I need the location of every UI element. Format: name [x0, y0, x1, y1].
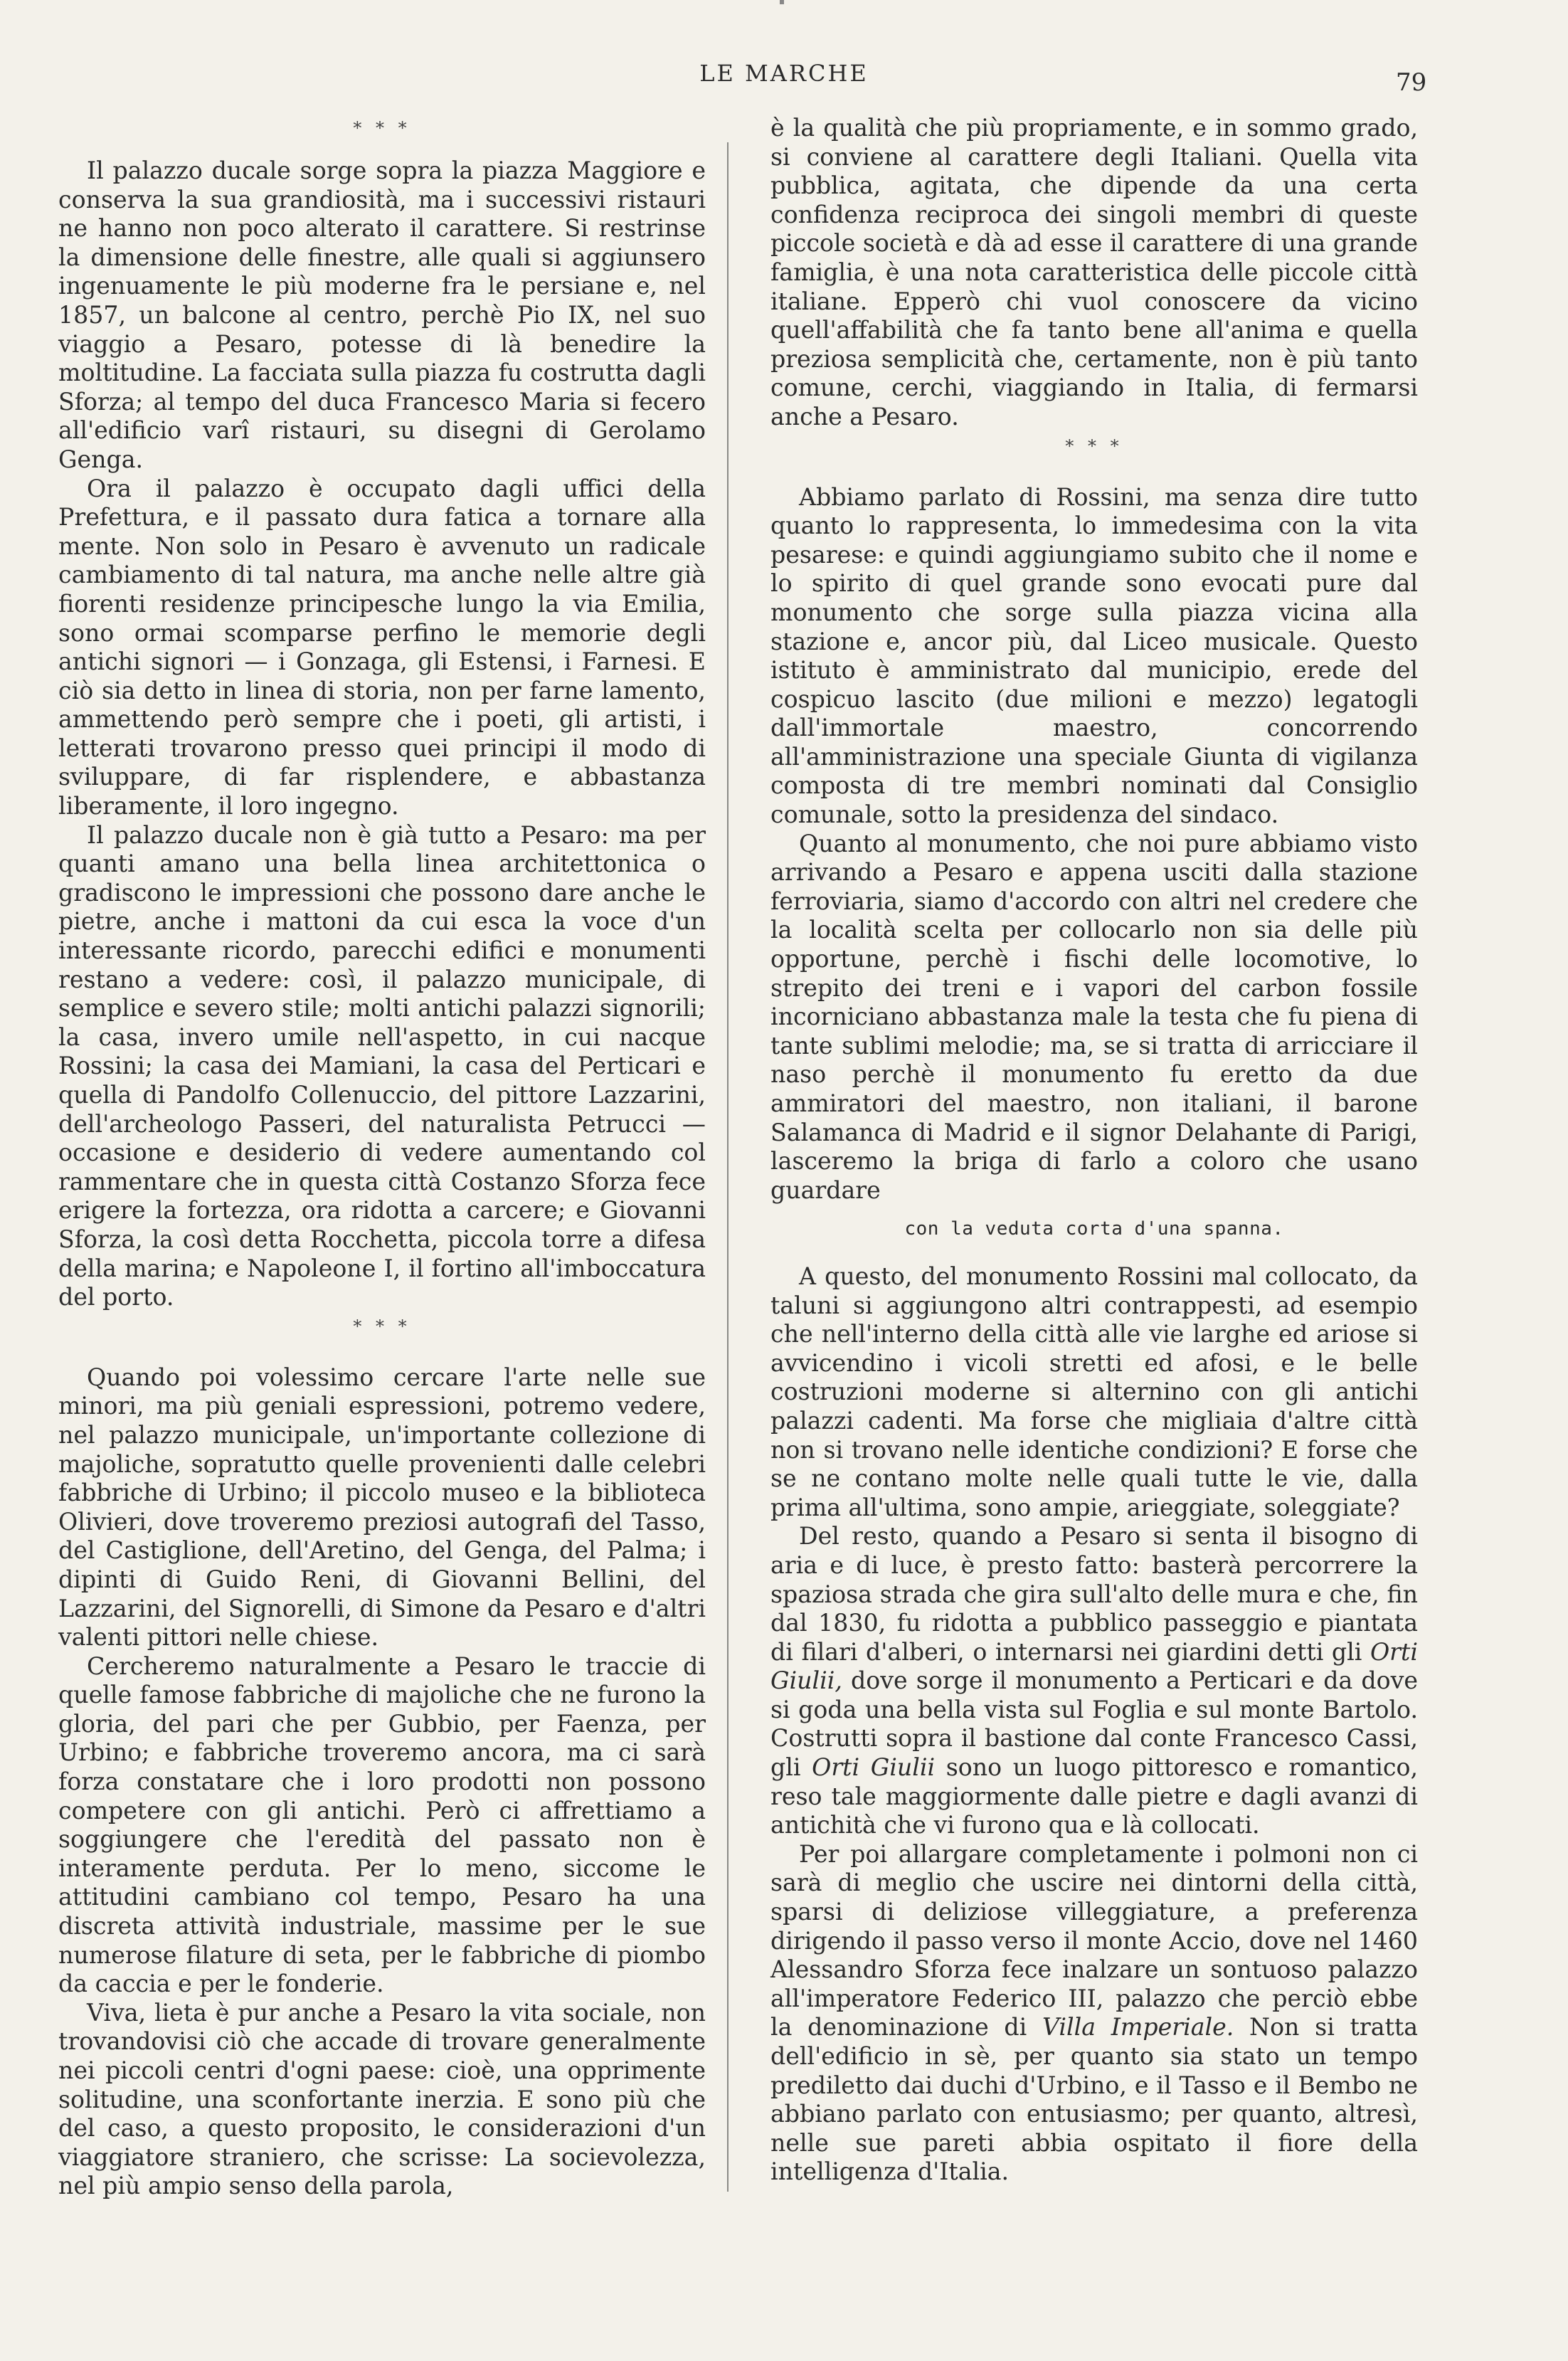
paragraph: Cercheremo naturalmente a Pesaro le traccie di quelle famose fabbriche di majoliche che ne furono la gloria, del pari che per Gubbio, per Faenza, per Urbino; e fabbriche troveremo ancora, ma ci sarà forza constatare che i loro prodotti non possono competere con gli antichi. Però ci affrettiamo a soggiungere che l'eredità del passato non è interamente perduta. Per lo meno, siccome le attitudini cambiano col tempo, Pesaro ha una discreta attività industriale, massime per le sue numerose filature di seta, per le fabbriche di piombo da caccia e per le fonderie.: [58, 1652, 706, 1998]
paragraph: Il palazzo ducale non è già tutto a Pesaro: ma per quanti amano una bella linea architettonica o gradiscono le impressioni che possono dare anche le pietre, anche i mattoni da cui esca la voce d'un interessante ricordo, parecchi edifici e monumenti restano a vedere: così, il palazzo municipale, di semplice e severo stile; molti antichi palazzi signorili; la casa, invero umile nell'aspetto, in cui nacque Rossini; la casa dei Mamiani, la casa del Perticari e quella di Pandolfo Collenuccio, del pittore Lazzarini, dell'archeologo Passeri, del naturalista Petrucci — occasione e desiderio di vedere aumentando col rammentare che in questa città Costanzo Sforza fece erigere la fortezza, ora ridotta a carcere; e Giovanni Sforza, la così detta Rocchetta, piccola torre a difesa della marina; e Napoleone I, il fortino all'imboccatura del porto.: [58, 820, 706, 1311]
paragraph-text: Per poi allargare completamente i polmoni non ci sarà di meglio che uscire nei dintorni della città, sparsi di deliziose villeggiature, a preferenza dirigendo il passo verso il monte Accio, dove nel 1460 Alessandro Sforza fece inalzare un sontuoso palazzo all'imperatore Federico III, palazzo che perciò ebbe la denominazione di: [770, 1839, 1418, 2042]
paragraph: è la qualità che più propriamente, e in sommo grado, si conviene al carattere degli Italiani. Quella vita pubblica, agitata, che dipende da una certa confidenza reciproca dei singoli membri di queste piccole società e dà ad esse il carattere di una grande famiglia, è una nota caratteristica delle piccole città italiane. Epperò chi vuol conoscere da vicino quell'affabilità che fa tanto bene all'anima e quella preziosa semplicità che, certamente, non è più tanto comune, cerchi, viaggiando in Italia, di fermarsi anche a Pesaro.: [770, 114, 1418, 431]
verse-quotation: con la veduta corta d'una spanna.: [904, 1218, 1284, 1240]
column-divider: [727, 142, 729, 2192]
right-column: [770, 114, 1418, 2187]
page-number: 79: [1396, 68, 1427, 97]
place-name-italic: Orti Giulii,: [770, 1637, 1418, 1695]
place-name-italic: Orti Giulii: [812, 1753, 936, 1782]
paragraph: Abbiamo parlato di Rossini, ma senza dire tutto quanto lo rappresenta, lo immedesima con la vita pesarese: e quindi aggiungiamo subito che il nome e lo spirito di quel grande sono evocati pure dal monumento che sorge sulla piazza vicina alla stazione e, ancor più, dal Liceo musicale. Questo istituto è amministrato dal municipio, erede del cospicuo lascito (due milioni e mezzo) legatogli dall'immortale maestro, concorrendo all'amministrazione una speciale Giunta di vigilanza composta di tre membri nominati dal Consiglio comunale, sotto la presidenza del sindaco.: [770, 482, 1418, 829]
paragraph: Il palazzo ducale sorge sopra la piazza Maggiore e conserva la sua grandiosità, ma i successivi ristauri ne hanno non poco alterato il carattere. Si restrinse la dimensione delle finestre, alle quali si aggiunsero ingenuamente le più moderne fra le persiane e, nel 1857, un balcone al centro, perchè Pio IX, nel suo viaggio a Pesaro, potesse di là benedire la moltitudine. La facciata sulla piazza fu costrutta dagli Sforza; al tempo del duca Francesco Maria si fecero all'edificio varî ristauri, su disegni di Gerolamo Genga.: [58, 157, 706, 473]
paragraph: Viva, lieta è pur anche a Pesaro la vita sociale, non trovandovisi ciò che accade di trovare generalmente nei piccoli centri d'ogni paese: cioè, una opprimente solitudine, una sconfortante inerzia. E sono più che del caso, a questo proposito, le considerazioni d'un viaggiatore straniero, che scrisse: La socievolezza, nel più ampio senso della parola,: [58, 1998, 706, 2200]
scan-mark: [780, 0, 784, 4]
paragraph: Ora il palazzo è occupato dagli uffici della Prefettura, e il passato dura fatica a tornare alla mente. Non solo in Pesaro è avvenuto un radicale cambiamento di tal natura, ma anche nelle altre già fiorenti residenze principesche lungo la via Emilia, sono ormai scomparse perfino le memorie degli antichi signori — i Gonzaga, gli Estensi, i Farnesi. E ciò sia detto in linea di storia, non per farne lamento, ammettendo però sempre che i poeti, gli artisti, i letterati trovarono presso quei principi il modo di sviluppare, di far risplendere, e abbastanza liberamente, il loro ingegno.: [58, 474, 706, 820]
paragraph-text: Non si tratta dell'edificio in sè, per quanto sia stato un tempo prediletto dai duchi d'Urbino, e il Tasso e il Bembo ne abbiano parlato con entusiasmo; per quanto, altresì, nelle sue pareti abbia ospitato il fiore della intelligenza d'Italia.: [770, 2013, 1418, 2186]
section-separator: * * *: [353, 1316, 411, 1336]
paragraph: Quanto al monumento, che noi pure abbiamo visto arrivando a Pesaro e appena usciti dalla stazione ferroviaria, siamo d'accordo con altri nel credere che la località scelta per collocarlo non sia delle più opportune, perchè i fischi delle locomotive, lo strepito dei treni e i vapori del carbon fossile incorniciano abbastanza male la testa che fu piena di tante sublimi melodie; ma, se si tratta di arricciare il naso perchè il monumento fu eretto da due ammiratori del maestro, non italiani, il barone Salamanca di Madrid e il signor Delahante di Parigi, lasceremo la briga di farlo a coloro che usano guardare: [770, 829, 1418, 1204]
running-header: LE MARCHE: [699, 60, 869, 87]
paragraph: [770, 1522, 1418, 1840]
paragraph-text: sono un luogo pittoresco e romantico, reso tale maggiormente dalle pietre e dagli avanzi di antichità che vi furono qua e là collocati.: [770, 1753, 1418, 1839]
paragraph: [770, 1840, 1418, 2187]
paragraph-text: Del resto, quando a Pesaro si senta il bisogno di aria e di luce, è presto fatto: basterà percorrere la spaziosa strada che gira sull'alto delle mura e che, fin dal 1830, fu ridotta a pubblico passeggio e piantata di filari d'alberi, o internarsi nei giardini detti gli: [770, 1522, 1418, 1666]
section-separator: * * *: [1065, 435, 1123, 456]
place-name-italic: Villa Imperiale.: [1042, 2013, 1234, 2042]
paragraph: Quando poi volessimo cercare l'arte nelle sue minori, ma più geniali espressioni, potremo vedere, nel palazzo municipale, un'importante collezione di majoliche, sopratutto quelle provenienti dalle celebri fabbriche di Urbino; il piccolo museo e la biblioteca Olivieri, dove troveremo preziosi autografi del Tasso, del Castiglione, dell'Aretino, del Genga, del Palma; i dipinti di Guido Reni, di Giovanni Bellini, del Lazzarini, del Signorelli, di Simone da Pesaro e d'altri valenti pittori nelle chiese.: [58, 1363, 706, 1652]
section-separator: * * *: [353, 118, 411, 138]
left-column: [58, 114, 706, 2201]
paragraph: A questo, del monumento Rossini mal collocato, da taluni si aggiungono altri contrappesti, ad esempio che nell'interno della città alle vie larghe ed ariose si avvicendino i vicoli stretti ed afosi, e le belle costruzioni moderne si alternino con gli antichi palazzi cadenti. Ma forse che migliaia d'altre città non si trovano nelle identiche condizioni? E forse che se ne contano molte nelle quali tutte le vie, dalla prima all'ultima, sono ampie, arieggiate, soleggiate?: [770, 1262, 1418, 1521]
paragraph-text: dove sorge il monumento a Perticari e da dove si goda una bella vista sul Foglia e sul monte Bartolo. Costrutti sopra il bastione dal conte Francesco Cassi, gli: [770, 1667, 1418, 1782]
